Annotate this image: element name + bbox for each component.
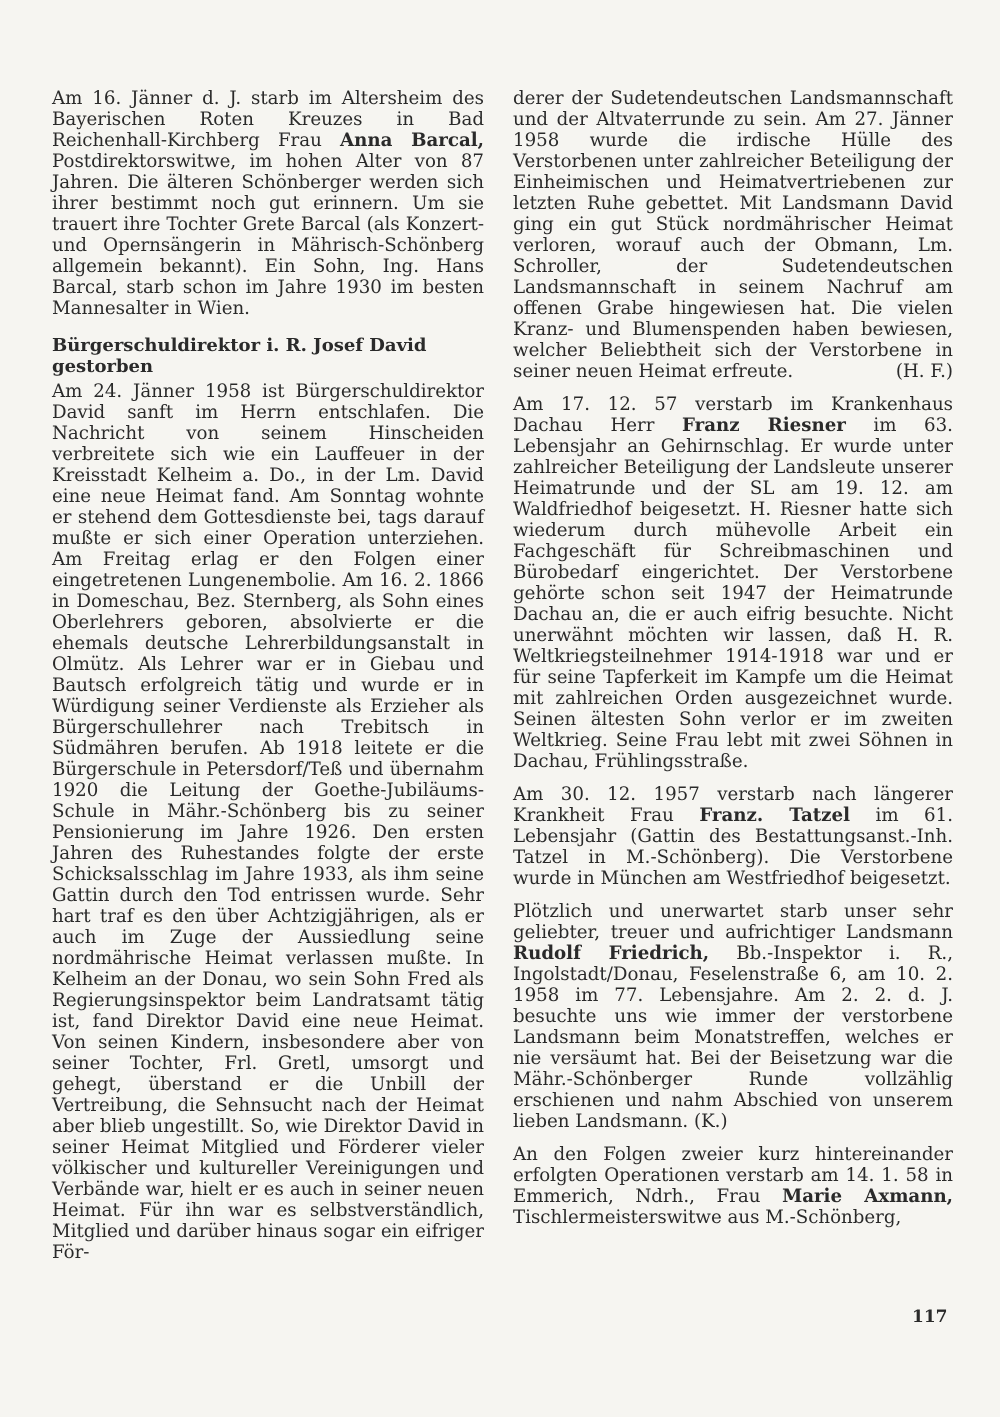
- obituary-friedrich: [513, 901, 953, 1132]
- page-number: 117: [912, 1307, 948, 1327]
- obituary-riesner: [513, 394, 953, 772]
- person-name: Franz Riesner: [682, 415, 846, 436]
- obituary-tatzel: [513, 784, 953, 889]
- obituary-david-continued: [513, 88, 953, 382]
- text: Am 30. 12. 1957 verstarb nach längerer Krankheit Frau: [513, 784, 953, 826]
- person-name: Rudolf Friedrich,: [513, 943, 710, 964]
- obituary-barcal: [52, 88, 484, 319]
- text: Am 17. 12. 57 verstarb im Krankenhaus Dachau Herr: [513, 394, 953, 436]
- person-name: Marie Axmann,: [782, 1186, 953, 1207]
- text: Am 16. Jänner d. J. starb im Altersheim des Bayerischen Roten Kreuzes in Bad Reichenhall-Kirchberg Frau: [52, 88, 484, 151]
- text: Bb.-Inspektor i. R., Ingolstadt/Donau, Feselenstraße 6, am 10. 2. 1958 im 77. Lebensjahre. Am 2. 2. d. J. besuchte uns wie immer der verstorbene Landsmann beim Monatstreffen, welches er nie versäumt hat. Bei der Beisetzung war die Mähr.-Schönberger Runde vollzählig erschienen und nahm Abschied von unserem lieben Landsmann. (K.): [513, 943, 953, 1132]
- text: An den Folgen zweier kurz hintereinander erfolgten Operationen verstarb am 14. 1. 58 in Emmerich, Ndrh., Frau: [513, 1144, 953, 1207]
- text: Postdirektorswitwe, im hohen Alter von 87 Jahren. Die älteren Schönberger werden sich ihrer bestimmt noch gut erinnern. Um sie trauert ihre Tochter Grete Barcal (als Konzert- und Opernsängerin in Mährisch-Schönberg allgemein bekannt). Ein Sohn, Ing. Hans Barcal, starb schon im Jahre 1930 im besten Mannesalter in Wien.: [52, 151, 484, 319]
- text: im 61. Lebensjahr (Gattin des Bestattungsanst.-Inh. Tatzel in M.-Schönberg). Die Verstorbene wurde in München am Westfriedhof beigesetzt.: [513, 805, 953, 889]
- author-signature: (H. F.): [895, 361, 953, 382]
- text: Plötzlich und unerwartet starb unser sehr geliebter, treuer und aufrichtiger Landsmann: [513, 901, 953, 943]
- right-column: [513, 88, 953, 1240]
- left-column: [52, 88, 484, 1275]
- person-name: Franz. Tatzel: [699, 805, 850, 826]
- text: derer der Sudetendeutschen Landsmannschaft und der Altvaterrunde zu sein. Am 27. Jänner 1958 wurde die irdische Hülle des Verstorbenen unter zahlreicher Beteiligung der Einheimischen und Heimatvertriebenen zur letzten Ruhe gebettet. Mit Landsmann David ging ein gut Stück nordmährischer Heimat verloren, worauf auch der Obmann, Lm. Schroller, der Sudetendeutschen Landsmannschaft in seinem Nachruf am offenen Grabe hingewiesen hat. Die vielen Kranz- und Blumenspenden haben bewiesen, welcher Beliebtheit sich der Verstorbene in seiner neuen Heimat erfreute.: [513, 88, 953, 382]
- obituary-david: Am 24. Jänner 1958 ist Bürgerschuldirektor David sanft im Herrn entschlafen. Die Nachricht von seinem Hinscheiden verbreitete sich wie ein Lauffeuer in der Kreisstadt Kelheim a. Do., in der Lm. David eine neue Heimat fand. Am Sonntag wohnte er stehend dem Gottesdienste bei, tags darauf mußte er sich einer Operation unterziehen. Am Freitag erlag er den Folgen einer eingetretenen Lungenembolie. Am 16. 2. 1866 in Domeschau, Bez. Sternberg, als Sohn eines Oberlehrers geboren, absolvierte er die ehemals deutsche Lehrerbildungsanstalt in Olmütz. Als Lehrer war er in Giebau und Bautsch erfolgreich tätig und wurde er in Würdigung seiner Verdienste als Erzieher als Bürgerschullehrer nach Trebitsch in Südmähren berufen. Ab 1918 leitete er die Bürgerschule in Petersdorf/Teß und übernahm 1920 die Leitung der Goethe-Jubiläums-Schule in Mähr.-Schönberg bis zu seiner Pensionierung im Jahre 1926. Den ersten Jahren des Ruhestandes folgte der erste Schicksalsschlag im Jahre 1933, als ihm seine Gattin durch den Tod entrissen wurde. Sehr hart traf es den über Achtzigjährigen, als er auch im Zuge der Aussiedlung seine nordmährische Heimat verlassen mußte. In Kelheim an der Donau, wo sein Sohn Fred als Regierungsinspektor beim Landratsamt tätig ist, fand Direktor David eine neue Heimat. Von seinen Kindern, insbesondere aber von seiner Tochter, Frl. Gretl, umsorgt und gehegt, überstand er die Unbill der Vertreibung, die Sehnsucht nach der Heimat aber blieb ungestillt. So, wie Direktor David in seiner Heimat Mitglied und Förderer vieler völkischer und kultureller Vereinigungen und Verbände war, hielt er es auch in seiner neuen Heimat. Für ihn war es selbstverständlich, Mitglied und darüber hinaus sogar ein eifriger För-: [52, 381, 484, 1263]
- obituary-axmann: [513, 1144, 953, 1228]
- person-name: Anna Barcal,: [340, 130, 484, 151]
- article-heading: Bürgerschuldirektor i. R. Josef David gestorben: [52, 335, 427, 377]
- text: Tischlermeisterswitwe aus M.-Schönberg,: [513, 1207, 902, 1228]
- text: im 63. Lebensjahr an Gehirnschlag. Er wurde unter zahlreicher Beteiligung der Landsleute unserer Heimatrunde und der SL am 19. 12. am Waldfriedhof beigesetzt. H. Riesner hatte sich wiederum durch mühevolle Arbeit ein Fachgeschäft für Schreibmaschinen und Bürobedarf eingerichtet. Der Verstorbene gehörte schon seit 1947 der Heimatrunde Dachau an, die er auch eifrig besuchte. Nicht unerwähnt möchten wir lassen, daß H. R. Weltkriegsteilnehmer 1914-1918 war und er für seine Tapferkeit im Kampfe um die Heimat mit zahlreichen Orden ausgezeichnet wurde. Seinen ältesten Sohn verlor er im zweiten Weltkrieg. Seine Frau lebt mit zwei Söhnen in Dachau, Frühlingsstraße.: [513, 415, 953, 772]
